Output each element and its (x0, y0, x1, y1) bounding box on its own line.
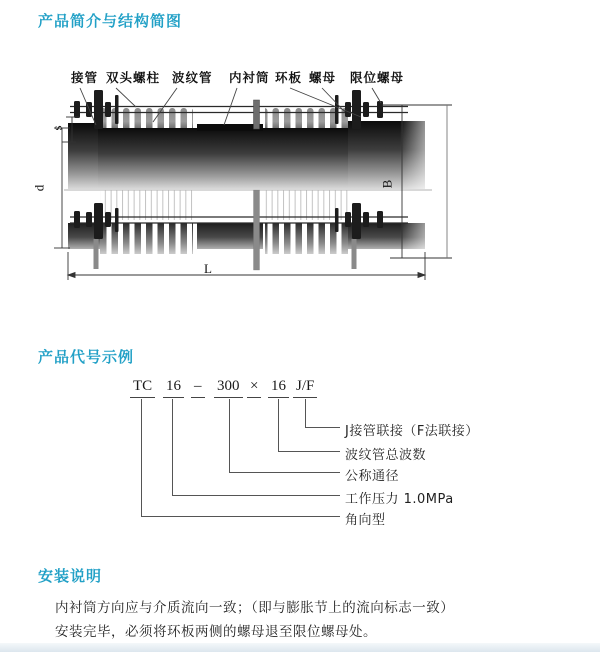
code-explanation-connection: J接管联接（F法联接） (345, 424, 479, 439)
section-title-code: 产品代号示例 (38, 348, 135, 366)
label-inner-sleeve: 内衬筒 (229, 70, 270, 85)
label-stud-bolt: 双头螺柱 (106, 70, 161, 85)
connector-line (229, 472, 340, 473)
dim-L-label: L (204, 261, 212, 276)
section-title-intro: 产品简介与结构简图 (38, 12, 183, 30)
label-bellows: 波纹管 (172, 70, 213, 85)
expansion-joint-drawing (30, 62, 490, 294)
label-connection-pipe: 接管 (71, 70, 99, 85)
code-token-pressure: 16 (163, 378, 184, 398)
structure-diagram (30, 62, 500, 294)
connector-line (141, 399, 142, 517)
page-bottom-edge (0, 643, 600, 652)
connector-line (278, 451, 340, 452)
connector-line (229, 399, 230, 473)
label-ring-plate: 环板 (275, 70, 303, 85)
code-explanation-waves: 波纹管总波数 (345, 448, 427, 463)
label-nut: 螺母 (309, 70, 337, 85)
dim-B-label: B (379, 179, 395, 189)
section-title-install: 安装说明 (38, 567, 103, 585)
code-token-times: × (247, 378, 261, 398)
code-token-diameter: 300 (214, 378, 243, 398)
code-token-connection: J/F (293, 378, 317, 398)
code-explanation-diameter: 公称通径 (345, 469, 400, 484)
code-token-series: TC (130, 378, 155, 398)
connector-line (172, 399, 173, 496)
connector-line (278, 399, 279, 452)
code-explanation-pressure: 工作压力 1.0MPa (345, 492, 454, 507)
connector-line (141, 516, 340, 517)
code-token-dash: – (191, 378, 205, 398)
connector-line (172, 495, 340, 496)
connector-line (305, 399, 306, 428)
install-instruction-line-1: 内衬筒方向应与介质流向一致；（即与膨胀节上的流向标志一致） (55, 600, 455, 616)
dim-s-label: s (49, 125, 65, 131)
dim-d-label: d (31, 184, 47, 192)
code-token-waves: 16 (268, 378, 289, 398)
code-explanation-type: 角向型 (345, 513, 386, 528)
connector-line (305, 427, 340, 428)
install-instruction-line-2: 安装完毕，必须将环板两侧的螺母退至限位螺母处。 (55, 624, 377, 640)
label-limit-nut: 限位螺母 (350, 70, 405, 85)
